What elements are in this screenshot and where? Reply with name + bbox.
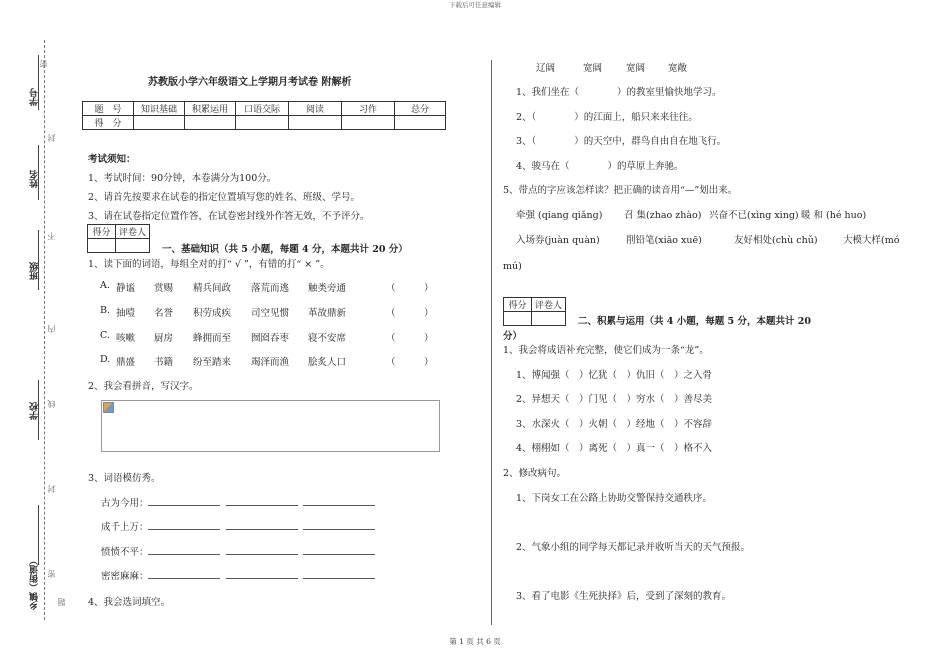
q4-item: 1、我们坐在（ ）的教室里愉快地学习。 [516,87,722,98]
q1-word: 鼎盛 [116,357,136,368]
pinyin-image-box [101,400,440,452]
q1-word: 革故鼎新 [308,308,347,319]
q1-word: 纷至踏来 [193,357,232,368]
label-student-id: 学号 [30,88,40,106]
q1-word: 精兵间政 [193,283,232,294]
q5-choice[interactable]: 召 集(zhao zhào) [624,210,702,221]
q4-option: 宽阔 [626,63,646,74]
q5-choice[interactable]: 大模大样(mó [843,235,900,246]
seal-mark: 不 [47,232,56,240]
seal-mark: 封 [47,134,56,142]
q1-word: 脍炙人口 [308,357,347,368]
q1-word: 蜂拥而至 [193,333,232,344]
q3-blank[interactable] [148,578,220,579]
broken-image-icon [103,402,114,413]
grader-score-label: 得分 [88,225,116,239]
page-number: 第 1 页 共 6 页 [449,637,501,646]
score-header: 积累运用 [185,102,236,116]
q3-blank[interactable] [226,578,298,579]
grader-reviewer-label: 评卷人 [116,225,150,239]
q4-option: 辽阔 [536,63,556,74]
q5-choice[interactable]: 削铅笔(xiāo xuē) [626,235,702,246]
score-table [82,101,446,130]
q1-answer-paren[interactable]: （ ） [386,357,434,368]
grader-reviewer-cell[interactable] [532,312,566,326]
q1-answer-paren[interactable]: （ ） [386,283,434,294]
score-cell[interactable] [185,116,236,130]
q4-option: 宽敞 [668,63,688,74]
q1-word: 静谧 [116,283,136,294]
seal-mark: 密 [39,60,48,68]
q3-blank[interactable] [226,554,298,555]
idiom-chain-item: 2、异想天（ ）门见（ ）穷水（ ）善尽美 [516,394,713,405]
section2-title: 二、积累与运用（共 4 小题，每题 5 分，本题共计 20 [578,316,811,327]
q3-blank[interactable] [148,554,220,555]
q3-blank[interactable] [226,505,298,506]
q1-word: 落荒而逃 [251,283,290,294]
q3-blank[interactable] [303,554,375,555]
q5-choice[interactable]: 友好相处(chù chǔ) [734,235,818,246]
score-header: 习作 [342,102,395,116]
q1-word: 厨房 [154,333,174,344]
q5-continuation: mú) [503,261,522,272]
q3-blank[interactable] [226,529,298,530]
score-header: 题 号 [83,102,134,116]
score-cell[interactable] [342,116,395,130]
sentence-item: 2、气象小组的同学每天都记录并收听当天的天气预报。 [516,542,751,553]
q5-prompt: 5、带点的字应该怎样读？把正确的读音用“—”划出来。 [503,185,738,196]
q3-blank[interactable] [148,505,220,506]
q4-option: 宽阔 [583,63,603,74]
idiom-chain-item: 4、栩栩如（ ）离死（ ）真一（ ）格不入 [516,443,713,454]
label-school: 学校 [30,402,40,420]
sentence-item: 3、看了电影《生死抉择》后，受到了深刻的教育。 [516,591,732,602]
q3-blank[interactable] [303,529,375,530]
q1-word: 书籍 [154,357,174,368]
exam-title: 苏教版小学六年级语文上学期月考试卷 附解析 [148,77,352,88]
seal-mark: 线 [47,400,56,408]
column-divider [491,60,492,625]
download-note: 下载后可任意编辑 [449,1,501,9]
q1-prompt: 1、读下面的词语，每组全对的打“ √ ”，有错的打“ × ”。 [88,259,330,270]
q1-word: 咳嗽 [116,333,136,344]
score-header: 知识基础 [134,102,185,116]
score-cell[interactable] [134,116,185,130]
q3-item-label: 愤愤不平： [101,547,149,558]
grader-box [87,224,150,253]
q3-blank[interactable] [303,578,375,579]
score-header: 总分 [395,102,446,116]
q1-word: 寝不安席 [308,333,347,344]
notice-item: 2、请首先按要求在试卷的指定位置填写您的姓名、班级、学号。 [88,192,361,203]
sentence-item: 1、下岗女工在公路上协助交警保持交通秩序。 [516,493,713,504]
q3-item-label: 成千上万： [101,522,149,533]
idiom-chain-item: 1、博闻强（ ）忆犹（ ）仇旧（ ）之入骨 [516,370,713,381]
q3-prompt: 3、词语模仿秀。 [88,473,161,484]
q3-item-label: 密密麻麻： [101,571,149,582]
label-township: 乡镇（街道） [30,556,40,610]
q1-letter: B. [100,305,111,316]
label-name: 姓名 [30,170,40,188]
grader-score-cell[interactable] [504,312,532,326]
q4-item: 3、（ ）的天空中，群鸟自由自在地飞行。 [516,136,727,147]
s2-q1-prompt: 1、我会将成语补充完整，使它们成为一条“龙”。 [503,345,709,356]
q1-answer-paren[interactable]: （ ） [386,308,434,319]
grader-reviewer-label: 评卷人 [532,298,566,312]
score-cell[interactable] [236,116,289,130]
notice-item: 1、考试时间：90分钟，本卷满分为100分。 [88,173,277,184]
q4-prompt: 4、我会选词填空。 [88,597,171,608]
q1-word: 积劳成疾 [193,308,232,319]
seal-mark: 题 [57,598,66,606]
q1-word: 触类旁通 [308,283,347,294]
section2-title-cont: 分） [503,331,523,342]
q3-blank[interactable] [303,505,375,506]
q5-choice[interactable]: 兴奋不已(xìng xing) [709,210,799,221]
seal-mark: 密 [47,570,56,578]
q1-word: 司空见惯 [251,308,290,319]
score-row-label: 得 分 [83,116,134,130]
seal-mark: 封 [47,485,56,493]
idiom-chain-item: 3、水深火（ ）火朝（ ）经地（ ）不容辞 [516,419,713,430]
q1-word: 竭泽而渔 [251,357,290,368]
q1-letter: A. [100,280,110,291]
notice-item: 3、请在试卷指定位置作答，在试卷密封线外作答无效，不予评分。 [88,211,370,222]
q4-item: 4、骏马在（ ）的草原上奔驰。 [516,161,684,172]
seal-mark: 内 [47,325,56,333]
q1-letter: C. [100,330,110,341]
score-header: 口语交际 [236,102,289,116]
score-cell[interactable] [395,116,446,130]
s2-q2-prompt: 2、修改病句。 [503,468,567,479]
q2-prompt: 2、我会看拼音，写汉字。 [88,381,199,392]
grader-box [503,297,566,326]
q1-answer-paren[interactable]: （ ） [386,333,434,344]
q5-choice[interactable]: 暖 和 (hé huo) [801,210,867,221]
q1-word: 名誉 [154,308,174,319]
notice-title: 考试须知： [88,154,136,165]
q1-word: 囫囵吞枣 [251,333,290,344]
q1-letter: D. [100,354,111,365]
fill-line [38,230,39,290]
seal-line [44,40,45,620]
q4-item: 2、（ ）的江面上，船只来来往往。 [516,112,698,123]
grader-score-label: 得分 [504,298,532,312]
grader-reviewer-cell[interactable] [116,239,150,253]
q3-item-label: 古为今用： [101,498,149,509]
label-class: 班级 [30,262,40,280]
section1-title: 一、基础知识（共 5 小题，每题 4 分，本题共计 20 分） [162,244,408,255]
q5-choice[interactable]: 入场券(juàn quàn) [516,235,600,246]
score-cell[interactable] [289,116,342,130]
q1-word: 抽噎 [116,308,136,319]
q1-word: 赏赐 [154,283,174,294]
q3-blank[interactable] [148,529,220,530]
grader-score-cell[interactable] [88,239,116,253]
q5-choice[interactable]: 牵强 (qiang qiǎng) [516,210,603,221]
score-header: 阅读 [289,102,342,116]
